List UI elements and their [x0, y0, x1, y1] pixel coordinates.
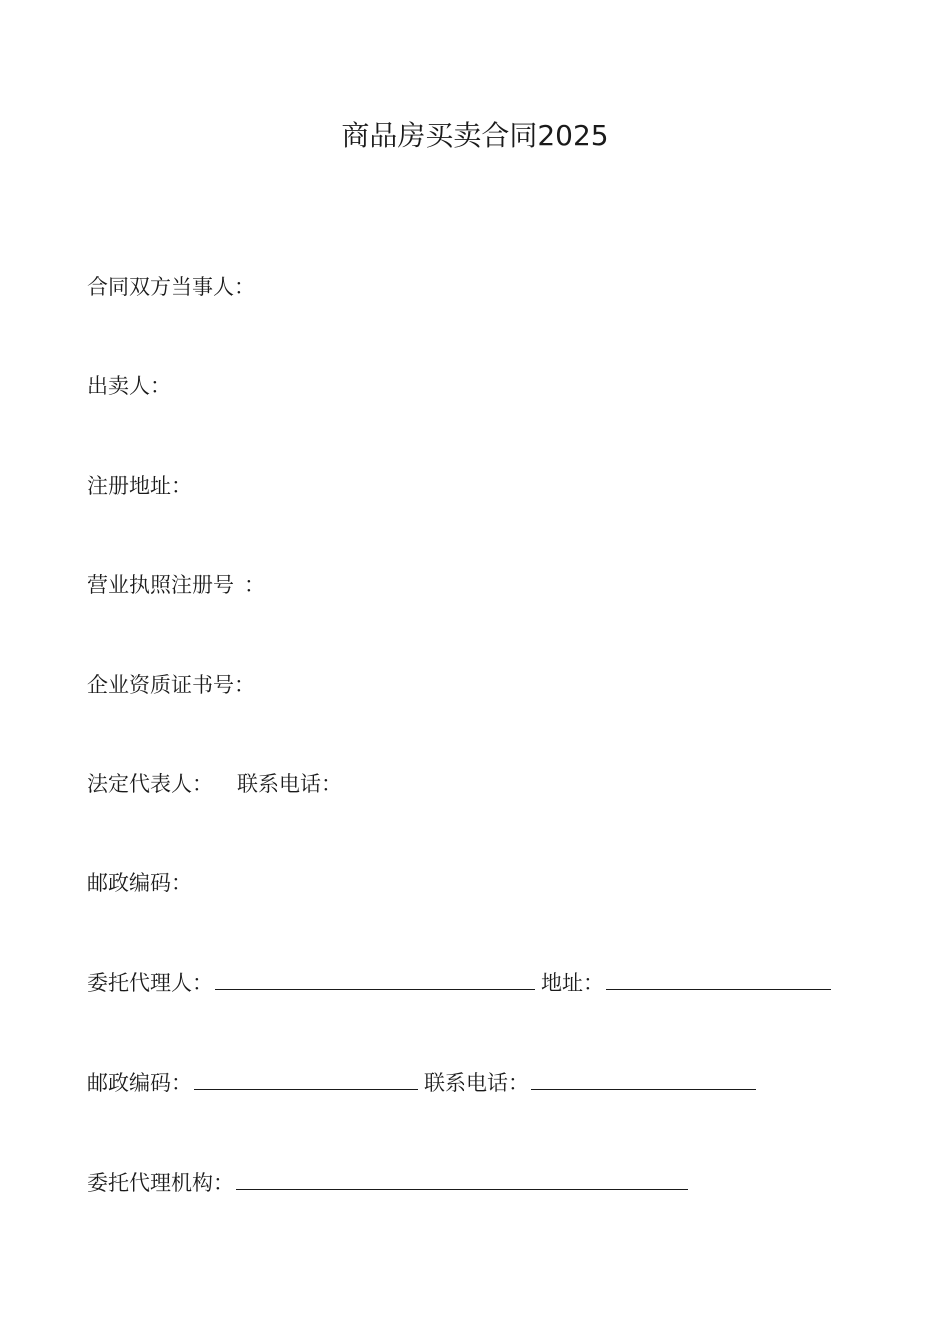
agent-address-blank[interactable]	[606, 967, 831, 990]
agent-postal-code-blank[interactable]	[194, 1067, 418, 1090]
agent-label: 委托代理人：	[87, 971, 213, 995]
legal-rep-row	[87, 769, 342, 799]
agent-blank[interactable]	[215, 967, 535, 990]
postal-code-label: 邮政编码：	[87, 871, 192, 895]
legal-rep-label: 法定代表人：	[87, 772, 213, 796]
agent-row	[87, 967, 837, 998]
document-title: 商品房买卖合同2025	[341, 119, 609, 152]
business-license-label: 营业执照注册号	[87, 573, 234, 597]
agent-phone-label: 联系电话：	[424, 1071, 529, 1095]
business-license-colon: ：	[244, 573, 265, 597]
agency-row	[87, 1167, 694, 1198]
agent-postal-row	[87, 1067, 762, 1098]
agency-label: 委托代理机构：	[87, 1171, 234, 1195]
agency-blank[interactable]	[236, 1167, 688, 1190]
business-license-row	[87, 570, 265, 600]
agent-phone-blank[interactable]	[531, 1067, 756, 1090]
agent-postal-code-label: 邮政编码：	[87, 1071, 192, 1095]
legal-rep-phone-label: 联系电话：	[237, 772, 342, 796]
registered-address-label: 注册地址：	[87, 474, 192, 498]
parties-label: 合同双方当事人：	[87, 275, 255, 299]
agent-address-label: 地址：	[541, 971, 604, 995]
seller-label: 出卖人：	[87, 374, 171, 398]
qualification-cert-label: 企业资质证书号：	[87, 673, 255, 697]
